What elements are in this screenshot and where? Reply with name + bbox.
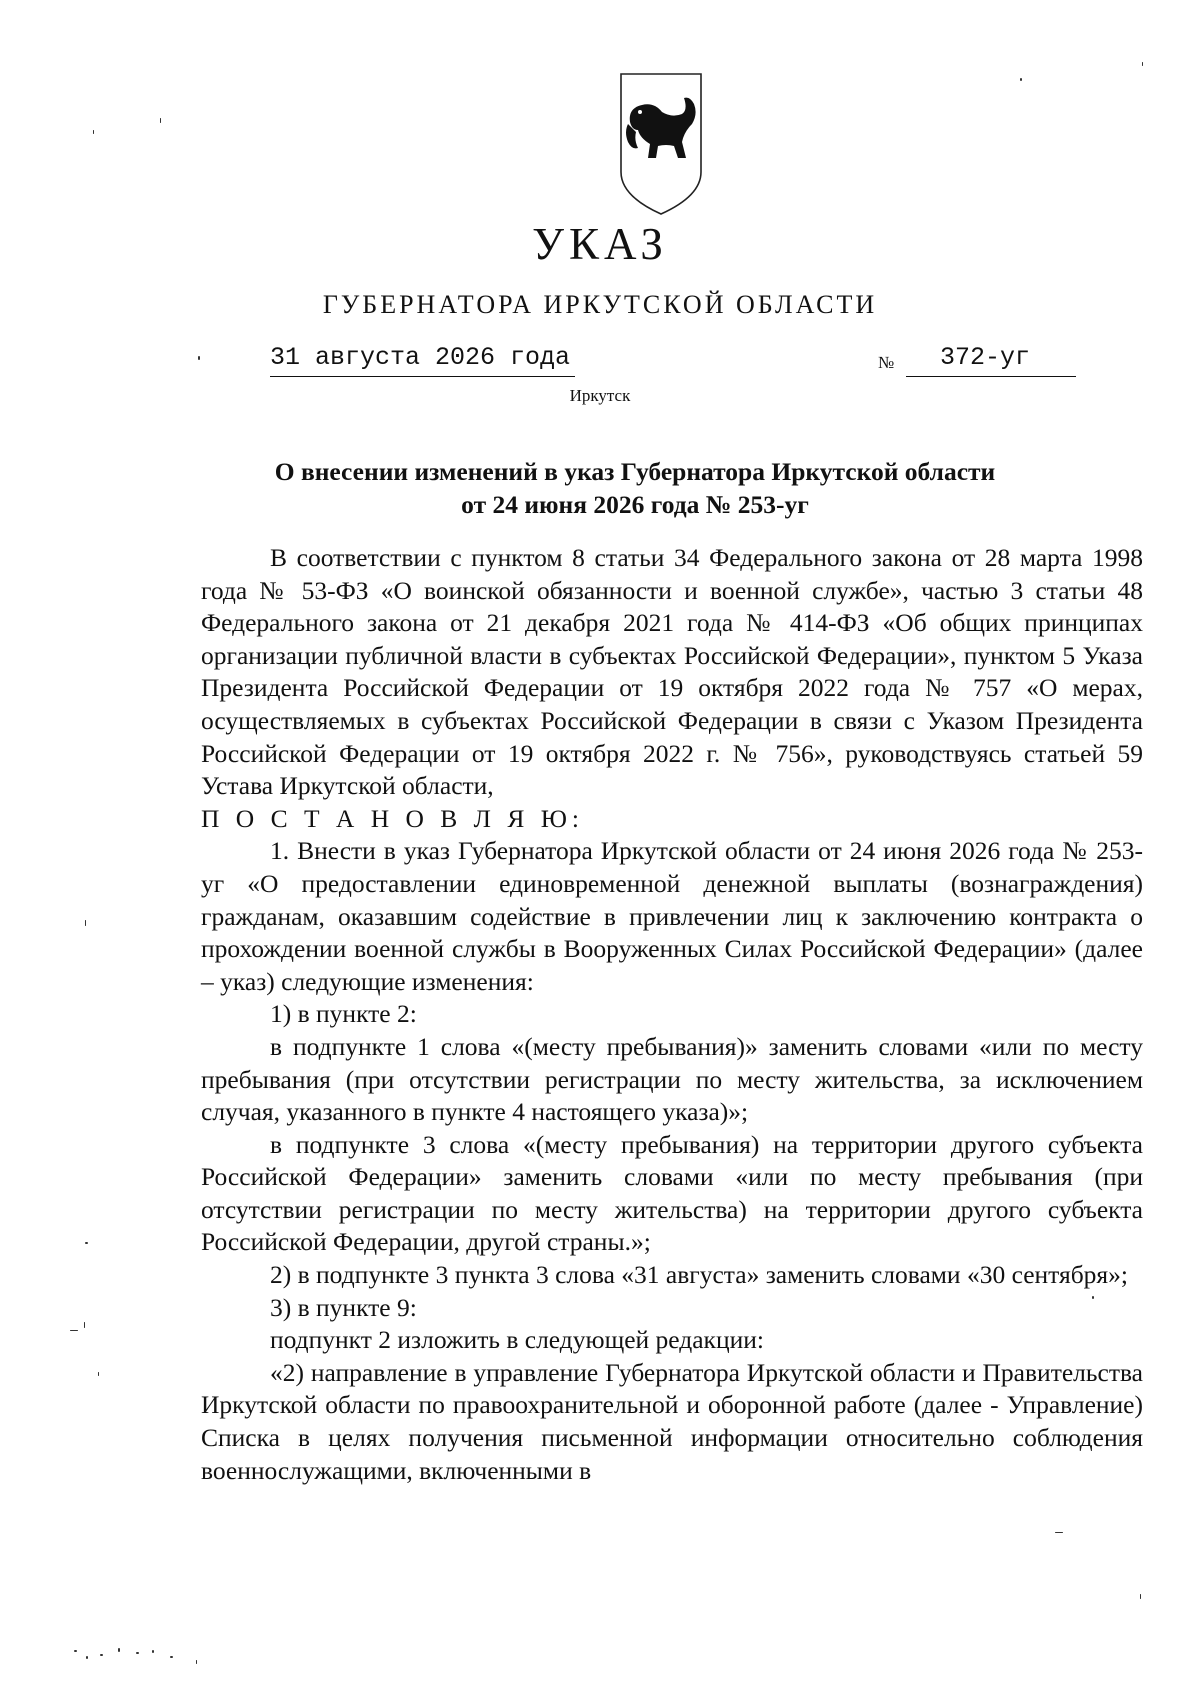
document-number-field	[906, 340, 1076, 377]
paragraph-subpoint-1: в подпункте 1 слова «(месту пребывания)» заменить словами «или по месту пребывания (при отсутствии регистрации по месту жительства, за исключением случая, указанного в пункте 4 настоящего указа)»;	[201, 1031, 1143, 1127]
scan-speck	[85, 920, 86, 926]
document-title: УКАЗ	[532, 219, 668, 269]
scan-speck	[160, 118, 161, 123]
paragraph-subitem-2: 2) в подпункте 3 пункта 3 слова «31 августа» заменить словами «30 сентября»;	[270, 1260, 1128, 1290]
paragraph-new-wording: «2) направление в управление Губернатора Иркутской области и Правительства Иркутской области по правоохранительной и оборонной работе (далее - Управление) Списка в целях получения письменной информации относительно соблюдения военнослужащими, включенными в	[201, 1357, 1143, 1485]
paragraph-subitem-3: 3) в пункте 9:	[270, 1292, 417, 1322]
scan-speck	[100, 1654, 103, 1656]
paragraph-new-wording-intro: подпункт 2 изложить в следующей редакции:	[270, 1325, 764, 1355]
paragraph-item-1: 1. Внести в указ Губернатора Иркутской области от 24 июня 2026 года № 253-уг «О предоставлении единовременной денежной выплаты (вознаграждения) гражданам, оказавшим содействие в привлечении лиц к заключению контракта о прохождении военной службы в Вооруженных Силах Российской Федерации» (далее – указ) следующие изменения:	[201, 836, 1143, 996]
number-label: №	[878, 353, 895, 372]
issuer-subtitle: ГУБЕРНАТОРА ИРКУТСКОЙ ОБЛАСТИ	[322, 290, 878, 319]
paragraph-subitem-1: 1) в пункте 2:	[270, 999, 417, 1029]
scan-speck	[118, 1648, 120, 1652]
scan-speck	[170, 1656, 173, 1658]
scan-speck	[85, 1242, 88, 1244]
scan-speck	[1142, 62, 1143, 66]
scan-speck	[86, 1656, 88, 1659]
heading-line-1: О внесении изменений в указ Губернатора Иркутской области	[274, 457, 996, 486]
document-number: 372-уг	[940, 343, 1031, 372]
coat-of-arms-icon	[618, 72, 704, 216]
document-date: 31 августа 2026 года	[270, 340, 575, 377]
scan-speck	[98, 1372, 99, 1376]
city-label: Иркутск	[569, 386, 631, 405]
scan-speck	[136, 1652, 139, 1654]
scan-speck	[1020, 78, 1022, 81]
preamble-paragraph: В соответствии с пунктом 8 статьи 34 Федерального закона от 28 марта 1998 года № 53-ФЗ «О воинской обязанности и военной службе», частью 3 статьи 48 Федерального закона от 21 декабря 2021 года № 414-ФЗ «Об общих принципах организации публичной власти в субъектах Российской Федерации», пунктом 5 Указа Президента Российской Федерации от 19 октября 2022 года № 757 «О мерах, осуществляемых в субъектах Российской Федерации в связи с Указом Президента Российской Федерации от 19 октября 2022 г. № 756», руководствуясь статьей 59 Устава Иркутской области,	[201, 543, 1143, 801]
scan-speck	[152, 1650, 154, 1653]
scan-speck	[84, 1322, 85, 1328]
document-body	[201, 542, 1143, 1487]
scan-speck	[198, 356, 200, 360]
document-heading	[200, 455, 1070, 521]
paragraph-subpoint-3: в подпункте 3 слова «(месту пребывания) на территории другого субъекта Российской Федерации» заменить словами «или по месту пребывания (при отсутствии регистрации по месту жительства) на территории другого субъекта Российской Федерации, другой страны.»;	[201, 1129, 1143, 1257]
scan-speck	[93, 130, 94, 134]
heading-line-2: от 24 июня 2026 года № 253-уг	[461, 490, 809, 519]
scan-speck	[70, 1330, 78, 1331]
decree-word: П О С Т А Н О В Л Я Ю:	[201, 803, 585, 833]
scan-speck	[196, 1660, 197, 1664]
scan-speck	[1055, 1532, 1063, 1533]
scan-speck	[74, 1650, 77, 1652]
scan-speck	[1140, 1594, 1141, 1599]
scan-speck	[1092, 1296, 1094, 1299]
